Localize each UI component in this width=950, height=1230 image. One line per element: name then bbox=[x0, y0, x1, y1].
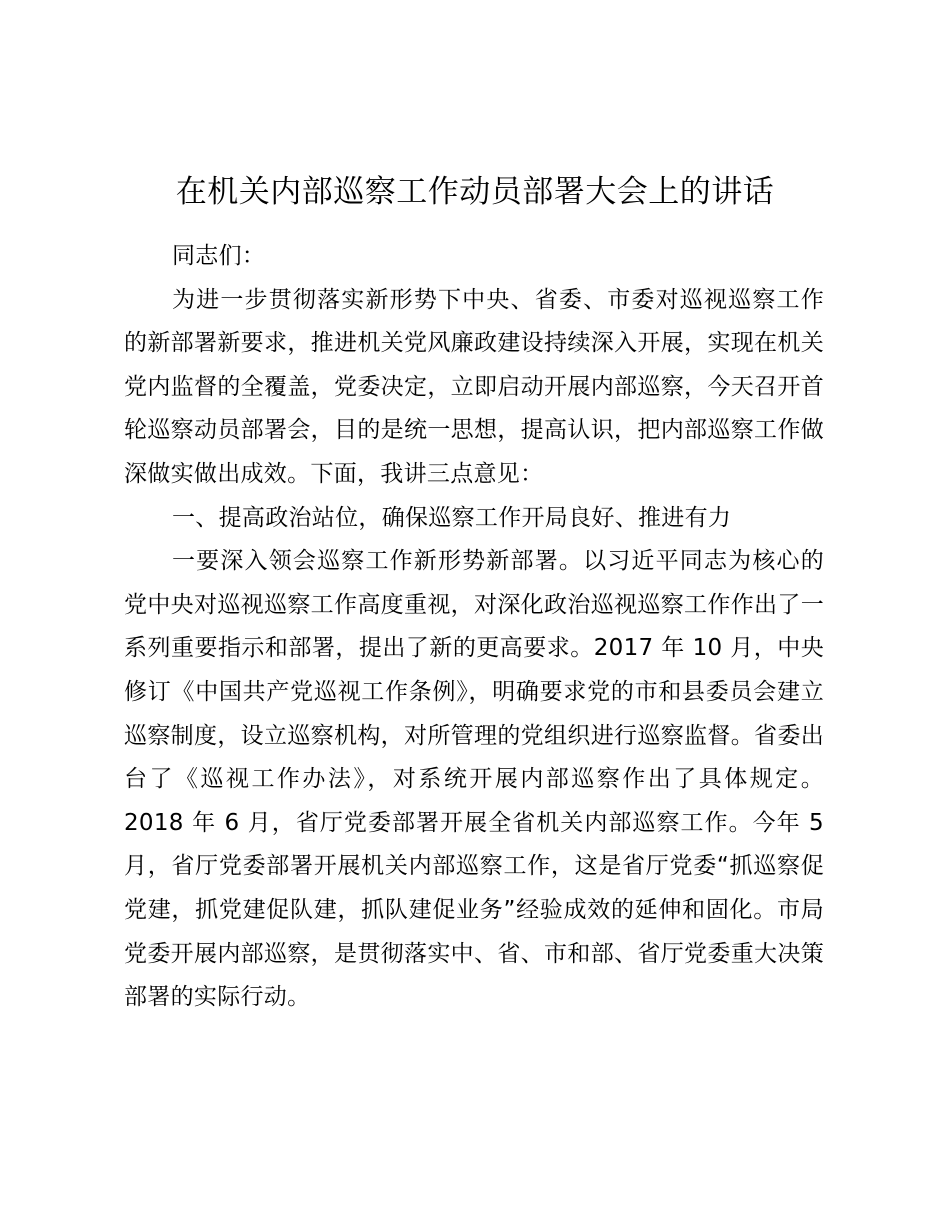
section-heading-1: 一、提高政治站位，确保巡察工作开局良好、推进有力 bbox=[172, 504, 732, 531]
document-body bbox=[124, 235, 824, 1020]
paragraph-point-1: 一要深入领会巡察工作新形势新部署。以习近平同志为核心的党中央对巡视巡察工作高度重视，对深化政治巡视巡察工作作出了一系列重要指示和部署，提出了新的更高要求。2017 年 10 月，中央修订《中国共产党巡视工作条例》，明确要求党的市和县委员会建立巡察制度，设立巡察机构，对所管理的党组织进行巡察监督。省委出台了《巡视工作办法》，对系统开展内部巡察作出了具体规定。2018 年 6 月，省厅党委部署开展全省机关内部巡察工作。今年 5 月，省厅党委部署开展机关内部巡察工作，这是省厅党委“抓巡察促党建，抓党建促队建，抓队建促业务”经验成效的延伸和固化。市局党委开展内部巡察，是贯彻落实中、省、市和部、省厅党委重大决策部署的实际行动。 bbox=[124, 548, 824, 1011]
salutation: 同志们： bbox=[172, 243, 266, 269]
paragraph-intro: 为进一步贯彻落实新形势下中央、省委、市委对巡视巡察工作的新部署新要求，推进机关党风廉政建设持续深入开展，实现在机关党内监督的全覆盖，党委决定，立即启动开展内部巡察，今天召开首轮巡察动员部署会，目的是统一思想，提高认识，把内部巡察工作做深做实做出成效。下面，我讲三点意见： bbox=[124, 286, 824, 487]
document-title: 在机关内部巡察工作动员部署大会上的讲话 bbox=[175, 174, 775, 210]
